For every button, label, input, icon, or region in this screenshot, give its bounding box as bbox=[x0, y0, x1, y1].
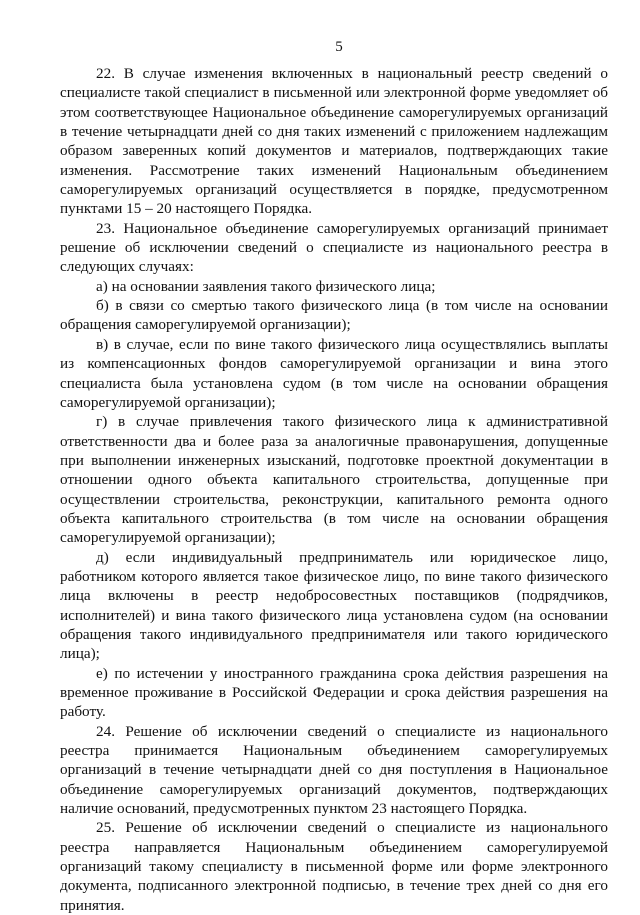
paragraph-23-d: д) если индивидуальный предприниматель или юридическое лицо, работником которого является такое физическое лицо, по вине такого физического лица включены в реестр недобросовестных поставщиков (подрядчиков, исполнителей) и вина такого физического лица установлена судом (на основании обращения такого индивидуального предпринимателя или такого юридического лица); bbox=[60, 548, 608, 663]
paragraph-23-g: г) в случае привлечения такого физического лица к административной ответственности два и более раза за аналогичные правонарушения, допущенные при выполнении инженерных изысканий, подготовке проектной документации в отношении одного объекта капитального строительства, допущенные при осуществлении строительства, реконструкции, капитального ремонта одного объекта капитального строительства (в том числе на основании обращения саморегулируемой организации); bbox=[60, 413, 608, 547]
page-number: 5 bbox=[335, 39, 343, 55]
paragraph-23-e: е) по истечении у иностранного гражданина срока действия разрешения на временное проживание в Российской Федерации и срока действия разрешения на работу. bbox=[60, 664, 608, 721]
paragraph-23-a: а) на основании заявления такого физического лица; bbox=[96, 277, 436, 295]
document-page bbox=[60, 38, 608, 915]
paragraph-22: 22. В случае изменения включенных в национальный реестр сведений о специалисте такой специалист в письменной или электронной форме уведомляет об этом соответствующее Национальное объединение саморегулируемых организаций в течение четырнадцати дней со дня таких изменений с приложением надлежащим образом заверенных копий документов и материалов, подтверждающих такие изменения. Рассмотрение таких изменений Национальным объединением саморегулируемых организаций осуществляется в порядке, предусмотренном пунктами 15 – 20 настоящего Порядка. bbox=[60, 65, 608, 218]
paragraph-24: 24. Решение об исключении сведений о специалисте из национального реестра принимается Национальным объединением саморегулируемых организаций в течение четырнадцати дней со дня поступления в Национальное объединение саморегулируемых организаций документов, подтверждающих наличие оснований, предусмотренных пунктом 23 настоящего Порядка. bbox=[60, 722, 608, 818]
paragraph-23-b: б) в связи со смертью такого физического лица (в том числе на основании обращения саморегулируемой организации); bbox=[60, 297, 608, 334]
paragraph-23: 23. Национальное объединение саморегулируемых организаций принимает решение об исключении сведений о специалисте из национального реестра в следующих случаях: bbox=[60, 219, 608, 276]
paragraph-25: 25. Решение об исключении сведений о специалисте из национального реестра направляется Национальным объединением саморегулируемой организаций такому специалисту в письменной форме или форме электронного документа, подписанного электронной подписью, в течение трех дней со дня его принятия. bbox=[60, 819, 608, 914]
paragraph-23-v: в) в случае, если по вине такого физического лица осуществлялись выплаты из компенсационных фондов саморегулируемой организации и вина этого специалиста была установлена судом (в том числе на основании обращения саморегулируемой организации); bbox=[60, 335, 608, 411]
